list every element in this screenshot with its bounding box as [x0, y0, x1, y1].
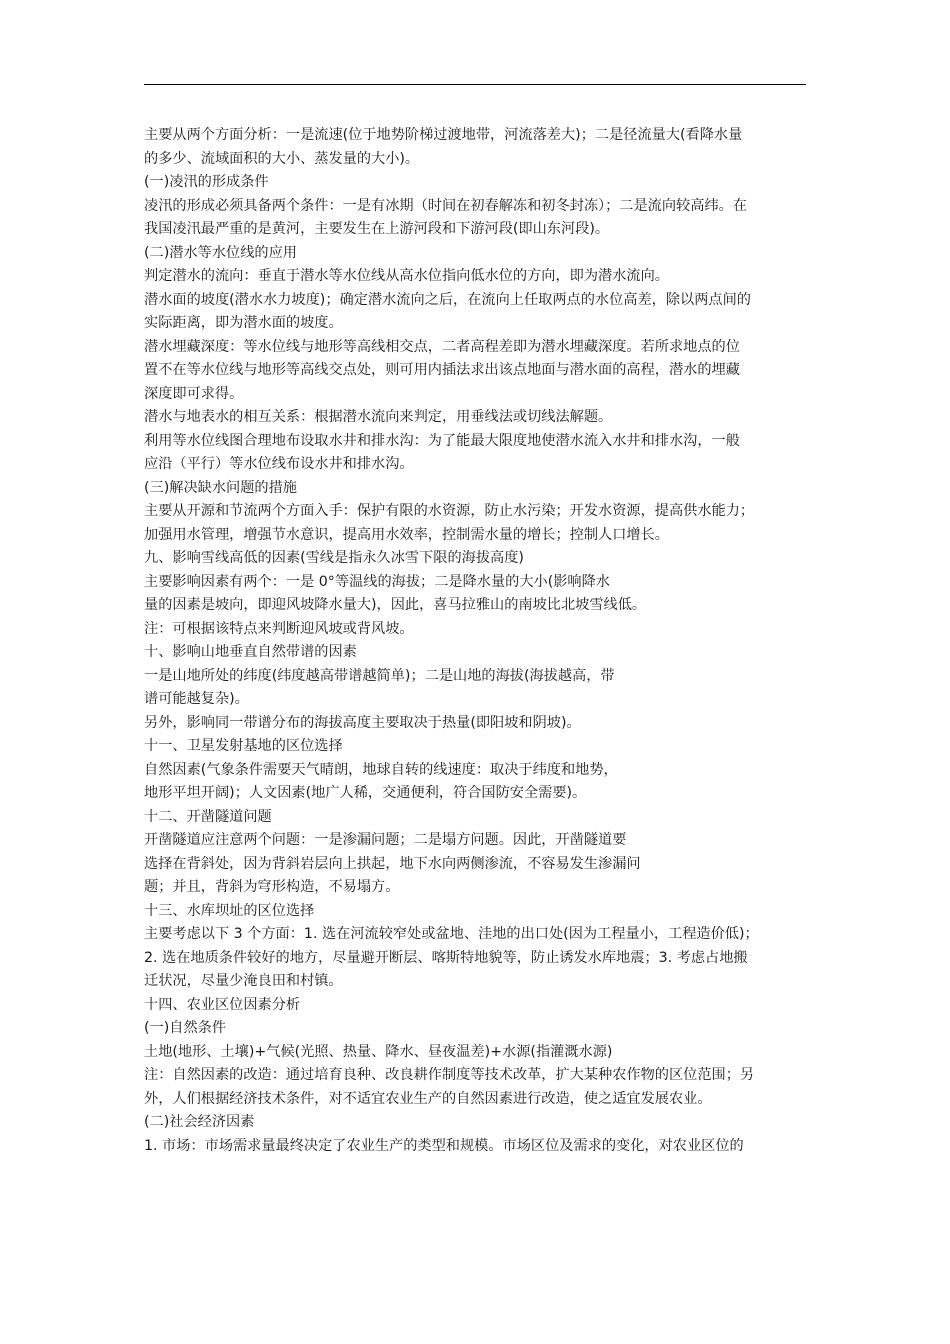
text-line: 的多少、流域面积的大小、蒸发量的大小)。 [144, 150, 420, 167]
text-line: 应沿（平行）等水位线布设水井和排水沟。 [144, 456, 414, 472]
section-heading: (一)凌汛的形成条件 [144, 174, 269, 190]
text-line: 置不在等水位线与地形等高线交点处，则可用内插法求出该点地面与潜水面的高程，潜水的埋藏 [144, 362, 740, 378]
text-line: 一是山地所处的纬度(纬度越高带谱越简单)；二是山地的海拔(海拔越高，带 [144, 667, 615, 684]
text-line: 选择在背斜处，因为背斜岩层向上拱起，地下水向两侧渗流，不容易发生渗漏问 [144, 855, 641, 872]
section-heading: 十、影响山地垂直自然带谱的因素 [144, 644, 357, 660]
text-line: 自然因素(气象条件需要天气晴朗，地球自转的线速度：取决于纬度和地势， [144, 761, 618, 778]
section-heading: 十四、农业区位因素分析 [144, 996, 301, 1013]
text-line: 开凿隧道应注意两个问题：一是渗漏问题；二是塌方问题。因此，开凿隧道要 [144, 832, 627, 848]
text-line: 迁状况，尽量少淹良田和村镇。 [144, 973, 343, 989]
text-line: 加强用水管理，增强节水意识，提高用水效率，控制需水量的增长；控制人口增长。 [144, 526, 669, 543]
text-line: 我国凌汛最严重的是黄河，主要发生在上游河段和下游河段(即山东河段)。 [144, 221, 610, 237]
text-line: 深度即可求得。 [144, 385, 244, 402]
text-line: 主要从开源和节流两个方面入手：保护有限的水资源，防止水污染；开发水资源，提高供水能力； [144, 503, 755, 519]
section-heading: 十一、卫星发射基地的区位选择 [144, 738, 343, 754]
section-heading: (三)解决缺水问题的措施 [144, 479, 297, 496]
text-line: 注：可根据该特点来判断迎风坡或背风坡。 [144, 620, 414, 637]
section-heading: 十二、开凿隧道问题 [144, 808, 272, 825]
text-line: 注：自然因素的改造：通过培育良种、改良耕作制度等技术改革，扩大某种农作物的区位范围；另 [144, 1067, 755, 1083]
text-line: 谱可能越复杂)。 [144, 691, 249, 707]
section-heading: (二)潜水等水位线的应用 [144, 244, 297, 261]
section-heading: (二)社会经济因素 [144, 1114, 255, 1130]
text-line: 外，人们根据经济技术条件，对不适宜农业生产的自然因素进行改造，使之适宜发展农业。 [144, 1090, 712, 1107]
section-heading: (一)自然条件 [144, 1020, 227, 1036]
text-line: 2. 选在地质条件较好的地方，尽量避开断层、喀斯特地貌等，防止诱发水库地震；3. 考虑占地搬 [144, 949, 748, 966]
text-line: 主要考虑以下 3 个方面：1. 选在河流较窄处或盆地、洼地的出口处(因为工程量小，工程造价低)； [144, 926, 759, 942]
text-line: 潜水埋藏深度：等水位线与地形等高线相交点，二者高程差即为潜水埋藏深度。若所求地点的位 [144, 338, 740, 355]
text-line: 利用等水位线图合理地布设取水井和排水沟：为了能最大限度地使潜水流入水井和排水沟，一般 [144, 432, 740, 449]
header-rule [144, 84, 806, 85]
text-line: 地形平坦开阔)；人文因素(地广人稀，交通便利，符合国防安全需要)。 [144, 785, 587, 801]
section-heading: 九、影响雪线高低的因素(雪线是指永久冰雪下限的海拔高度) [144, 550, 524, 566]
text-line: 量的因素是坡向，即迎风坡降水量大)，因此，喜马拉雅山的南坡比北坡雪线低。 [144, 597, 647, 613]
text-line: 主要影响因素有两个：一是 0°等温线的海拔；二是降水量的大小(影响降水 [144, 573, 610, 590]
section-heading: 十三、水库坝址的区位选择 [144, 902, 315, 919]
text-line: 判定潜水的流向：垂直于潜水等水位线从高水位指向低水位的方向，即为潜水流向。 [144, 268, 669, 284]
text-line: 实际距离，即为潜水面的坡度。 [144, 315, 343, 331]
text-line: 潜水与地表水的相互关系：根据潜水流向来判定，用垂线法或切线法解题。 [144, 409, 613, 425]
document-body [144, 124, 808, 1158]
text-line: 题；并且，背斜为穹形构造，不易塌方。 [144, 879, 400, 895]
text-line: 1. 市场：市场需求量最终决定了农业生产的类型和规模。市场区位及需求的变化，对农业区位的 [144, 1137, 744, 1154]
text-line: 凌汛的形成必须具备两个条件：一是有冰期（时间在初春解冻和初冬封冻）；二是流向较高纬。在 [144, 197, 747, 214]
text-line: 土地(地形、土壤)+气候(光照、热量、降水、昼夜温差)+水源(指灌溉水源) [144, 1043, 613, 1060]
text-line: 主要从两个方面分析：一是流速(位于地势阶梯过渡地带，河流落差大)；二是径流量大(看降水量 [144, 127, 743, 143]
text-line: 另外，影响同一带谱分布的海拔高度主要取决于热量(即阳坡和阴坡)。 [144, 714, 581, 731]
text-line: 潜水面的坡度(潜水水力坡度)；确定潜水流向之后，在流向上任取两点的水位高差，除以两点间的 [144, 291, 751, 308]
